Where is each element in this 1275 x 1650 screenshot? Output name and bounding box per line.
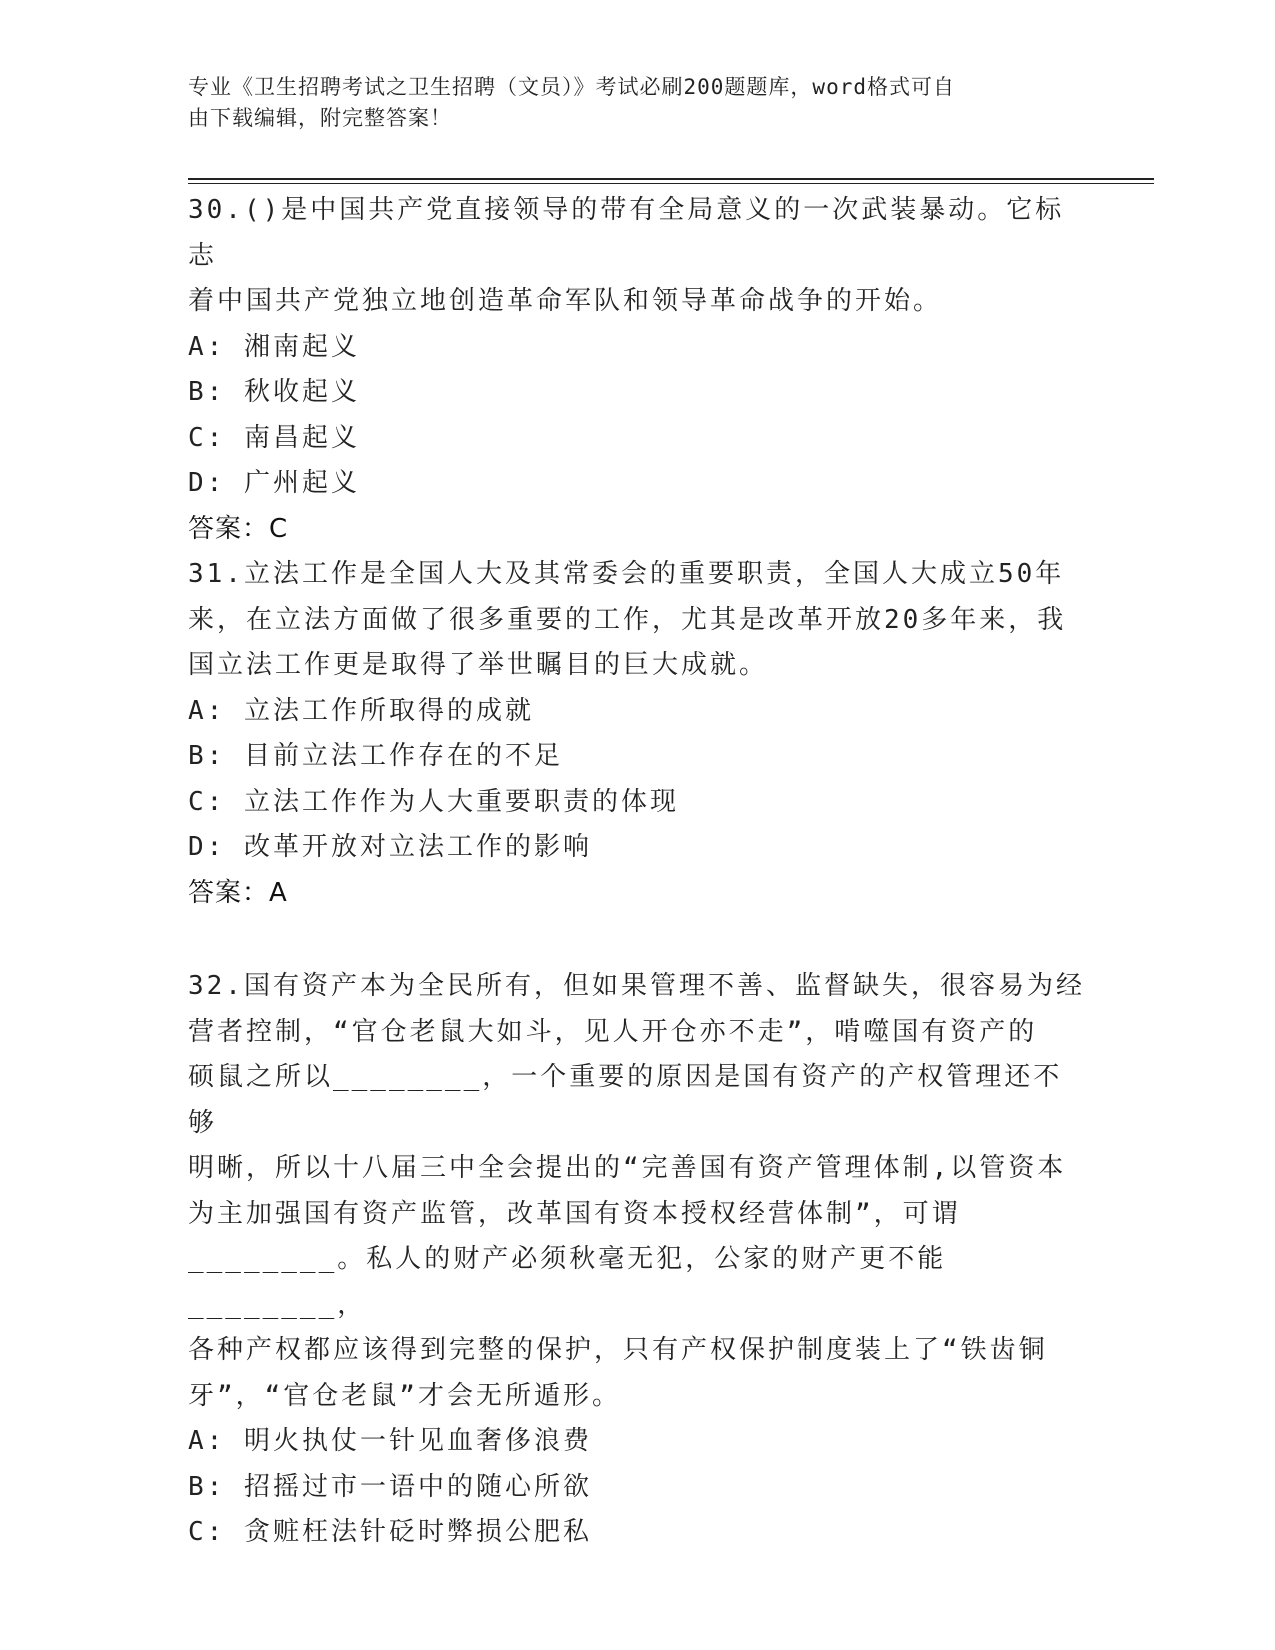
question-stem-line: 31.立法工作是全国人大及其常委会的重要职责，全国人大成立50年: [188, 559, 1065, 589]
option-a: A: 明火执仗一针见血奢侈浪费: [188, 1426, 592, 1456]
option-b: B: 目前立法工作存在的不足: [188, 741, 563, 771]
question-stem-line: 为主加强国有资产监管，改革国有资本授权经营体制”，可谓: [188, 1198, 961, 1229]
question-32: [188, 964, 1088, 1556]
question-30: [188, 188, 1088, 552]
question-stem-line: 着中国共产党独立地创造革命军队和领导革命战争的开始。: [188, 286, 943, 316]
question-stem-line: 来，在立法方面做了很多重要的工作，尤其是改革开放20多年来，我: [188, 604, 1067, 635]
question-stem-line: 牙”，“官仓老鼠”才会无所遁形。: [188, 1380, 621, 1411]
question-stem-line: 国立法工作更是取得了举世瞩目的巨大成就。: [188, 650, 769, 680]
header-divider-thin: [188, 183, 1154, 184]
option-c: C: 贪赃枉法针砭时弊损公肥私: [188, 1517, 592, 1547]
document-header: [188, 72, 1088, 134]
option-b: B: 招摇过市一语中的随心所欲: [188, 1471, 592, 1502]
question-stem-line: 各种产权都应该得到完整的保护，只有产权保护制度装上了“铁齿铜: [188, 1335, 1048, 1365]
header-intro-line-1: 专业《卫生招聘考试之卫生招聘（文员）》考试必刷200题题库，word格式可自: [188, 75, 955, 99]
question-stem-line: 30.()是中国共产党直接领导的带有全局意义的一次武装暴动。它标志: [188, 195, 1065, 271]
option-d: D: 改革开放对立法工作的影响: [188, 832, 592, 862]
option-a: A: 立法工作所取得的成就: [188, 695, 534, 726]
question-stem-line: ________。私人的财产必须秋毫无犯，公家的财产更不能________，: [188, 1244, 947, 1320]
header-intro-line-2: 由下载编辑，附完整答案！: [188, 106, 452, 130]
answer-label: 答案：C: [188, 513, 289, 544]
option-b: B: 秋收起义: [188, 377, 360, 407]
question-31: [188, 552, 1088, 916]
header-divider-thick: [188, 178, 1154, 180]
answer-label: 答案：A: [188, 877, 288, 908]
question-stem-line: 32.国有资产本为全民所有，但如果管理不善、监督缺失，很容易为经: [188, 971, 1085, 1001]
option-a: A: 湘南起义: [188, 331, 360, 362]
option-d: D: 广州起义: [188, 468, 360, 498]
option-c: C: 立法工作作为人大重要职责的体现: [188, 786, 679, 817]
option-c: C: 南昌起义: [188, 422, 360, 453]
question-stem-line: 硕鼠之所以________，一个重要的原因是国有资产的产权管理还不够: [188, 1062, 1063, 1138]
question-stem-line: 明晰，所以十八届三中全会提出的“完善国有资产管理体制,以管资本: [188, 1153, 1067, 1183]
question-stem-line: 营者控制，“官仓老鼠大如斗，见人开仓亦不走”，啃噬国有资产的: [188, 1016, 1038, 1047]
